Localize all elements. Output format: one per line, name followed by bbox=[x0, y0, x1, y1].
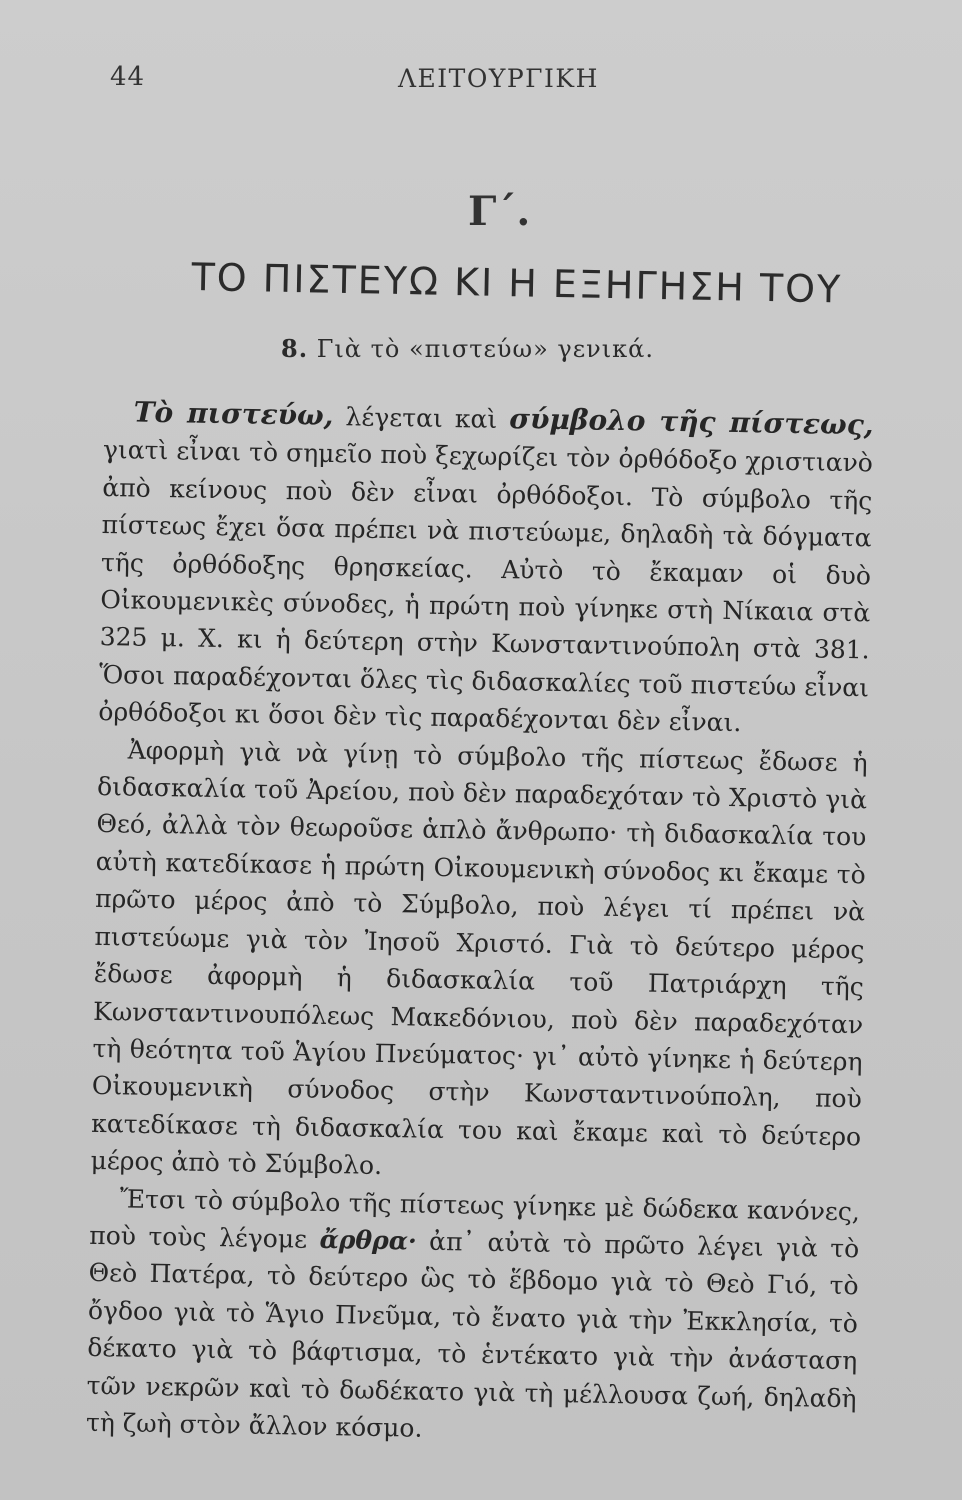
body-text bbox=[86, 393, 874, 1455]
section-mark: Γ΄. bbox=[468, 188, 531, 235]
emphasized-term: σύμβολο τῆς πίστεως, bbox=[509, 402, 874, 442]
subtitle-text: Γιὰ τὸ «πιστεύω» γενικά. bbox=[316, 335, 655, 363]
paragraph-text: γιατὶ εἶναι τὸ σημεῖο ποὺ ξεχωρίζει τὸν ὀρθόδοξο χριστιανὸ ἀπὸ κείνους ποὺ δὲν εἶναι ὀρθόδοξοι. Τὸ σύμβολο τῆς πίστεως ἔχει ὅσα πρέπει νὰ πιστεύωμε, δηλαδὴ τὰ δόγματα τῆς ὀρθόδοξης θρησκείας. Αὐτὸ τὸ ἔκαμαν οἱ δυὸ Οἰκουμενικὲς σύνοδες, ἡ πρώτη ποὺ γίνηκε στὴ Νίκαια στὰ 325 μ. Χ. κι ἡ δεύτερη στὴν Κωνσταντινούπολη στὰ 381. Ὅσοι παραδέχονται ὅλες τὶς διδασκαλίες τοῦ πιστεύω εἶναι ὀρθόδοξοι κι ὅσοι δὲν τὶς παραδέχονται δὲν εἶναι. bbox=[98, 435, 874, 738]
emphasized-term: ἄρθρα· bbox=[319, 1224, 417, 1256]
section-subtitle bbox=[281, 334, 654, 363]
paragraph-text: Ἔτσι τὸ σύμβολο τῆς πίστεως γίνηκε μὲ δώδεκα κανόνες, ποὺ τοὺς λέγομε bbox=[89, 1183, 861, 1254]
subtitle-number: 8. bbox=[281, 334, 309, 363]
running-head: ΛΕΙΤΟΥΡΓΙΚΗ bbox=[398, 64, 599, 93]
paragraph-1 bbox=[98, 393, 874, 744]
paragraph-2: Ἀφορμὴ γιὰ νὰ γίνῃ τὸ σύμβολο τῆς πίστεως ἔδωσε ἡ διδασκαλία τοῦ Ἀρείου, ποὺ δὲν παραδεχόταν τὸ Χριστὸ γιὰ Θεό, ἀλλὰ τὸν θεωροῦσε ἁπλὸ ἄνθρωπο· τὴ διδασκαλία του αὐτὴ κατεδίκασε ἡ πρώτη Οἰκουμενικὴ σύνοδος κι ἔκαμε τὸ πρῶτο μέρος ἀπὸ τὸ Σύμβολο, ποὺ λέγει τί πρέπει νὰ πιστεύωμε γιὰ τὸν Ἰησοῦ Χριστό. Γιὰ τὸ δεύτερο μέρος ἔδωσε ἀφορμὴ ἡ διδασκαλία τοῦ Πατριάρχη τῆς Κωνσταντινουπόλεως Μακεδόνιου, ποὺ δὲν παραδεχόταν τὴ θεότητα τοῦ Ἁγίου Πνεύματος· γι᾽ αὐτὸ γίνηκε ἡ δεύτερη Οἰκουμενικὴ σύνοδος στὴν Κωνσταντινούπολη, ποὺ κατεδίκασε τὴ διδασκαλία του καὶ ἔκαμε καὶ τὸ δεύτερο μέρος ἀπὸ τὸ Σύμβολο. bbox=[90, 735, 868, 1181]
chapter-title: ΤΟ ΠΙΣΤΕΥΩ ΚΙ Η ΕΞΗΓΗΣΗ ΤΟΥ bbox=[191, 255, 843, 312]
emphasized-term: Τὸ πιστεύω, bbox=[133, 395, 334, 433]
paragraph-text: λέγεται καὶ bbox=[333, 402, 510, 435]
page-number: 44 bbox=[110, 62, 146, 92]
paragraph-text: ἀπ᾽ αὐτὰ τὸ πρῶτο λέγει γιὰ τὸ Θεὸ Πατέρα, τὸ δεύτερο ὣς τὸ ἕβδομο γιὰ τὸ Θεὸ Γιό, τὸ ὄγδοο γιὰ τὸ Ἅγιο Πνεῦμα, τὸ ἔνατο γιὰ τὴν Ἐκκλησία, τὸ δέκατο γιὰ τὸ βάφτισμα, τὸ ἑντέκατο γιὰ τὴν ἀνάσταση τῶν νεκρῶν καὶ τὸ δωδέκατο γιὰ τὴ μέλλουσα ζωή, δηλαδὴ τὴ ζωὴ στὸν ἄλλον κόσμο. bbox=[85, 1226, 860, 1443]
paragraph-3 bbox=[86, 1179, 860, 1454]
